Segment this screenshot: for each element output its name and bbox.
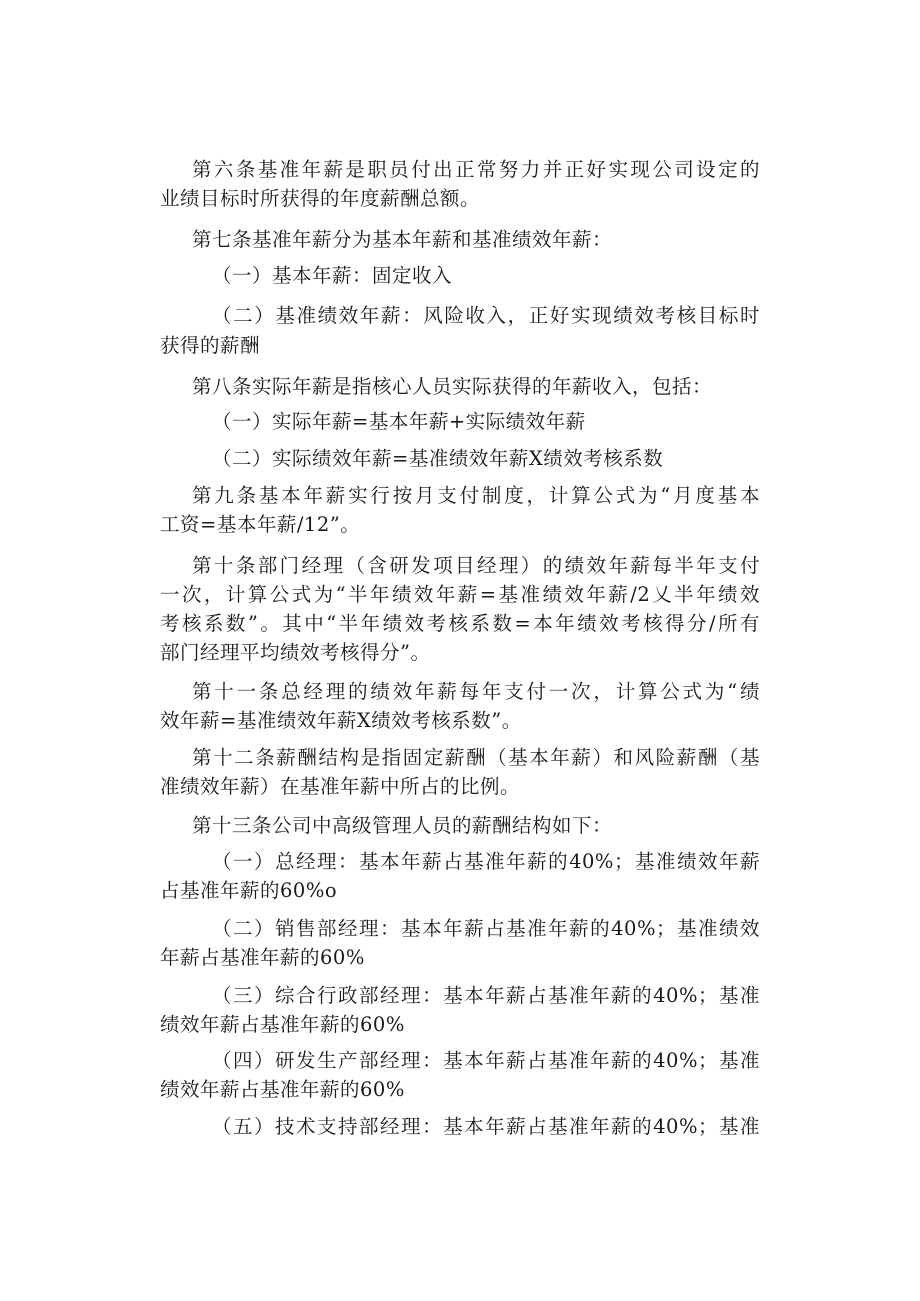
text-line: 第十一条总经理的绩效年薪每年支付一次，计算公式为“绩	[192, 680, 760, 703]
text-line: 业绩目标时所获得的年度薪酬总额。	[160, 187, 481, 210]
text-line: 工资=基本年薪/12”。	[160, 513, 361, 536]
text-line: （五）技术支持部经理：基本年薪占基准年薪的40%；基准	[212, 1115, 760, 1138]
text-line: （一）总经理：基本年薪占基准年薪的40%；基准绩效年薪	[212, 850, 760, 873]
text-line: （三）综合行政部经理：基本年薪占基准年薪的40%；基准	[212, 984, 760, 1007]
text-line: （二）基准绩效年薪：风险收入，正好实现绩效考核目标时	[212, 304, 760, 327]
text-line: 第七条基准年薪分为基本年薪和基准绩效年薪：	[192, 228, 613, 251]
text-line: 年薪占基准年薪的60%	[160, 946, 365, 969]
text-line: 部门经理平均绩效考核得分”。	[160, 641, 431, 664]
text-line: （一）基本年薪：固定收入	[212, 264, 453, 287]
text-line: 效年薪=基准绩效年薪X绩效考核系数”。	[160, 709, 522, 732]
text-line: 第六条基准年薪是职员付出正常努力并正好实现公司设定的	[192, 158, 760, 181]
text-line: 第十三条公司中高级管理人员的薪酬结构如下：	[192, 814, 613, 837]
text-line: 绩效年薪占基准年薪的60%	[160, 1013, 405, 1036]
text-line: 绩效年薪占基准年薪的60%	[160, 1078, 405, 1101]
text-line: 第九条基本年薪实行按月支付制度，计算公式为“月度基本	[192, 484, 760, 507]
text-line: 第十条部门经理（含研发项目经理）的绩效年薪每半年支付	[192, 554, 760, 577]
text-line: （二）实际绩效年薪=基准绩效年薪X绩效考核系数	[212, 447, 664, 470]
text-line: 第十二条薪酬结构是指固定薪酬（基本年薪）和风险薪酬（基	[192, 746, 760, 769]
text-line: 第八条实际年薪是指核心人员实际获得的年薪收入，包括：	[192, 375, 713, 398]
text-line: （一）实际年薪=基本年薪+实际绩效年薪	[212, 410, 586, 433]
text-line: 考核系数”。其中“半年绩效考核系数=本年绩效考核得分/所有	[160, 612, 760, 635]
text-line: 一次，计算公式为“半年绩效年薪=基准绩效年薪/2乂半年绩效	[160, 583, 760, 606]
text-line: （二）销售部经理：基本年薪占基准年薪的40%；基准绩效	[212, 917, 760, 940]
text-line: （四）研发生产部经理：基本年薪占基准年薪的40%；基准	[212, 1049, 760, 1072]
text-line: 占基准年薪的60%o	[160, 879, 338, 902]
text-line: 准绩效年薪）在基准年薪中所占的比例。	[160, 775, 521, 798]
text-line: 获得的薪酬	[160, 334, 261, 357]
